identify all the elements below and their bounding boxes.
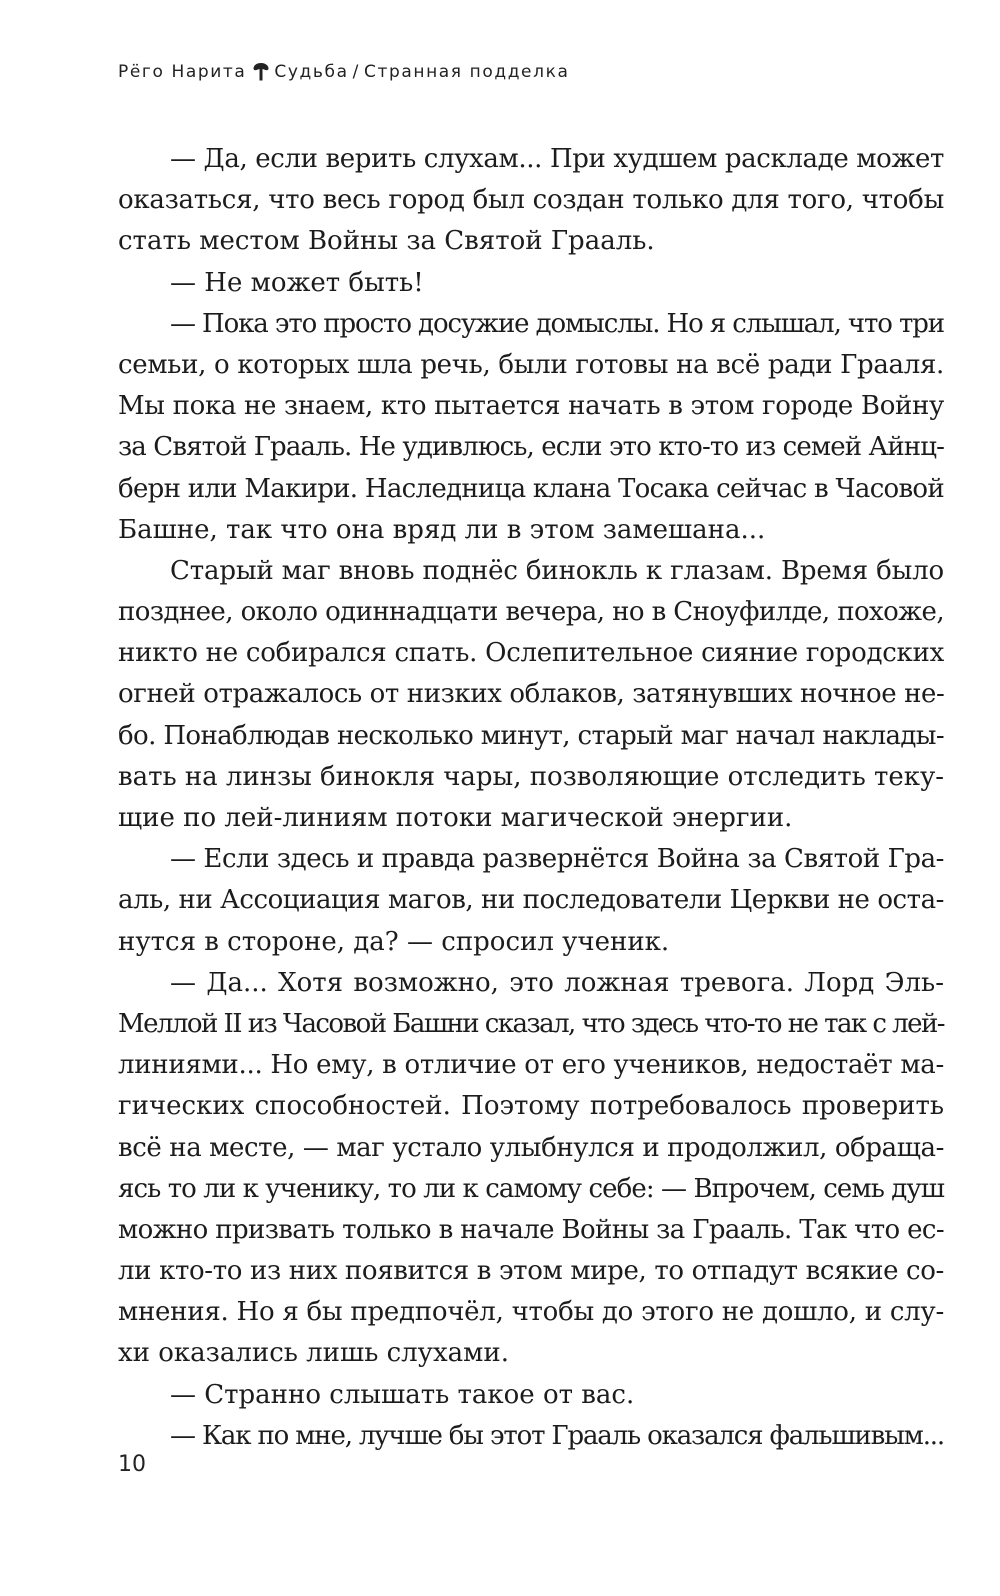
text-line: аль, ни Ассоциация магов, ни последователи Церкви не оста- [118,885,944,916]
text-line: — Если здесь и правда развернётся Война за Святой Гра- [170,844,945,875]
paragraph [118,963,944,1375]
text-line: ли кто-то из них появится в этом мире, то отпадут всякие со- [118,1256,944,1287]
paragraph [118,263,944,304]
text-line: хи оказались лишь слухами. [118,1338,509,1369]
running-header [118,62,569,82]
text-line: вать на линзы бинокля чары, позволяющие отследить теку- [118,761,945,792]
text-line: всё на месте, — маг устало улыбнулся и продолжил, обраща- [118,1132,944,1163]
sword-hilt-icon [252,62,270,82]
text-line: — Да... Хотя возможно, это ложная тревога. Лорд Эль- [170,967,944,998]
text-line: Башне, так что она вряд ли в этом замешана... [118,514,766,545]
text-line: позднее, около одиннадцати вечера, но в Сноуфилде, похоже, [118,597,944,628]
text-line: стать местом Войны за Святой Грааль. [118,226,655,257]
text-line: — Пока это просто досужие домыслы. Но я слышал, что три [170,308,944,339]
text-line: Мы пока не знаем, кто пытается начать в этом городе Войну [118,391,945,422]
paragraph [118,139,944,263]
text-line: нутся в стороне, да? — спросил ученик. [118,926,670,957]
paragraph [118,839,944,963]
paragraph [118,551,944,839]
text-line: линиями... Но ему, в отличие от его учеников, недостаёт ма- [118,1050,945,1081]
text-line: гических способностей. Поэтому потребовалось проверить [118,1091,944,1122]
text-line: оказаться, что весь город был создан только для того, чтобы [118,185,944,216]
text-line: — Да, если верить слухам... При худшем раскладе может [170,144,945,174]
text-line: огней отражалось от низких облаков, затянувших ночное не- [118,679,945,710]
header-book-title: Странная подделка [363,62,570,82]
text-line: никто не собирался спать. Ослепительное сияние городских [118,638,945,669]
text-line: берн или Макири. Наследница клана Тосака сейчас в Часовой [118,473,944,504]
text-line: — Не может быть! [170,267,424,298]
header-separator: / [352,62,360,82]
header-author: Рёго Нарита [118,62,247,82]
text-line: семьи, о которых шла речь, были готовы на всё ради Грааля. [118,349,944,380]
text-line: ясь то ли к ученику, то ли к самому себе: — Впрочем, семь душ [118,1173,944,1204]
text-line: за Святой Грааль. Не удивлюсь, если это кто-то из семей Айнц- [118,432,944,463]
header-series: Судьба [274,62,349,82]
text-line: можно призвать только в начале Войны за Грааль. Так что ес- [118,1214,944,1245]
paragraph [118,1375,944,1416]
text-line: Старый маг вновь поднёс бинокль к глазам. Время было [170,555,944,586]
text-line: щие по лей-линиям потоки магической энергии. [118,803,793,833]
text-line: мнения. Но я бы предпочёл, чтобы до этого не дошло, и слу- [118,1297,944,1328]
paragraph [118,304,944,551]
page-body-text [118,139,944,1457]
text-line: — Странно слышать такое от вас. [170,1379,635,1410]
paragraph [118,1416,944,1457]
text-line: бо. Понаблюдав несколько минут, старый маг начал наклады- [118,720,944,751]
page-number: 10 [118,1452,146,1477]
text-line: — Как по мне, лучше бы этот Грааль оказался фальшивым... [170,1420,945,1451]
text-line: Меллой II из Часовой Башни сказал, что здесь что-то не так с лей- [118,1008,944,1039]
